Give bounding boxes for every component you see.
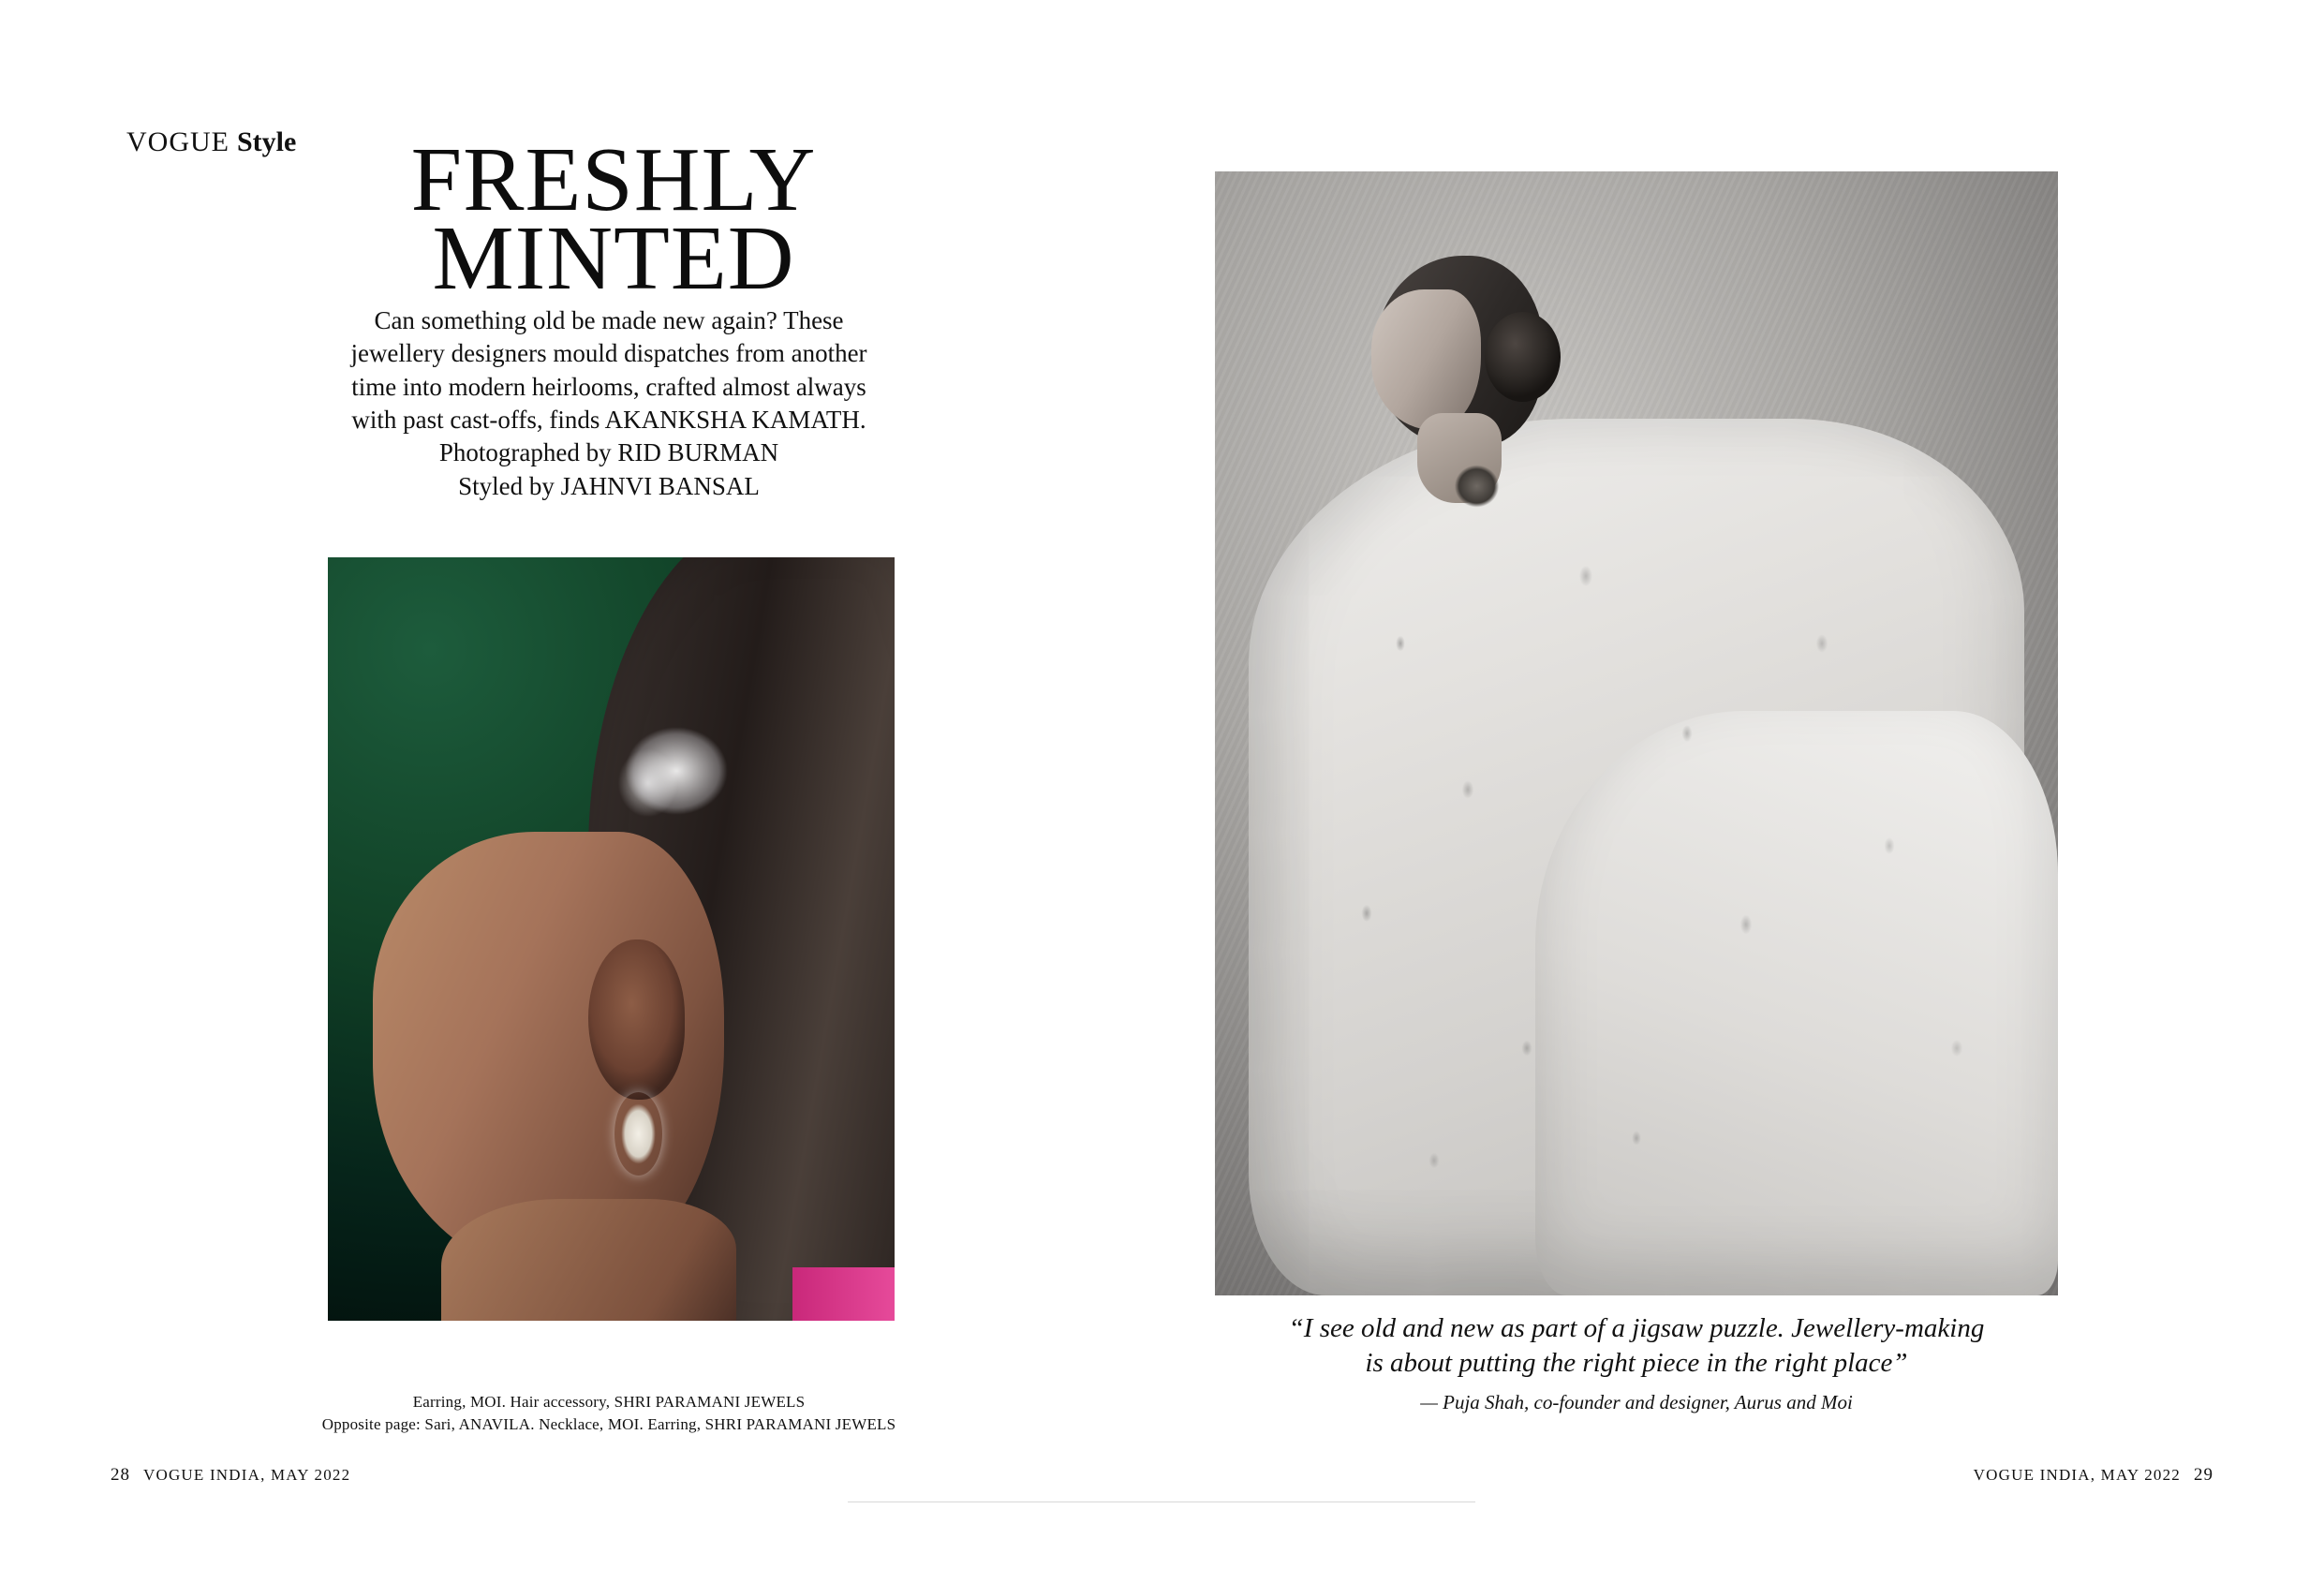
kicker-brand: VOGUE (126, 126, 229, 157)
model-face-profile-right (1371, 289, 1481, 430)
model-neck (441, 1199, 736, 1321)
caption-line-1: Earring, MOI. Hair accessory, SHRI PARAMANI JEWELS (412, 1393, 806, 1411)
standfirst-line-4: with past cast-offs, finds AKANKSHA KAMATH. (351, 406, 866, 435)
pull-quote-line-1: “I see old and new as part of a jigsaw puzzle. Jewellery-making (1288, 1313, 1985, 1343)
caption-line-2: Opposite page: Sari, ANAVILA. Necklace, MOI. Earring, SHRI PARAMANI JEWELS (321, 1415, 896, 1434)
standfirst-line-3: time into modern heirlooms, crafted almost always (351, 372, 866, 401)
model-hair-bun (1485, 312, 1561, 402)
kicker-section: Style (237, 126, 297, 157)
masthead-left: VOGUE INDIA, MAY 2022 (143, 1466, 351, 1484)
standfirst-line-2: jewellery designers mould dispatches from another (350, 339, 867, 368)
sari-floral-print (1215, 171, 2058, 1295)
standfirst-line-1: Can something old be made new again? These (374, 306, 844, 334)
pink-garment-edge (792, 1267, 895, 1321)
headline-line-1: FRESHLY (410, 129, 817, 230)
necklace-pendant (1447, 458, 1506, 514)
folio-left (111, 1465, 350, 1486)
left-page-photo (328, 557, 895, 1321)
page-number-right: 29 (2194, 1465, 2213, 1485)
photographer-credit: Photographed by RID BURMAN (438, 438, 779, 467)
standfirst (318, 304, 899, 503)
headline-line-2: MINTED (432, 208, 795, 310)
folio-right (1974, 1465, 2213, 1486)
page-title (328, 129, 899, 310)
pull-quote-line-2: is about putting the right piece in the right place” (1365, 1348, 1908, 1379)
right-page-photo (1215, 171, 2058, 1295)
model-ear (588, 939, 685, 1100)
stylist-credit: Styled by JAHNVI BANSAL (458, 471, 760, 500)
pearl-earring (614, 1092, 662, 1176)
pull-quote-attribution: — Puja Shah, co-founder and designer, Aurus and Moi (1420, 1391, 1853, 1413)
page-number-left: 28 (111, 1465, 130, 1485)
pull-quote (1215, 1311, 2058, 1381)
masthead-right: VOGUE INDIA, MAY 2022 (1973, 1466, 2181, 1484)
left-photo-caption (318, 1391, 899, 1436)
section-kicker (126, 126, 296, 158)
